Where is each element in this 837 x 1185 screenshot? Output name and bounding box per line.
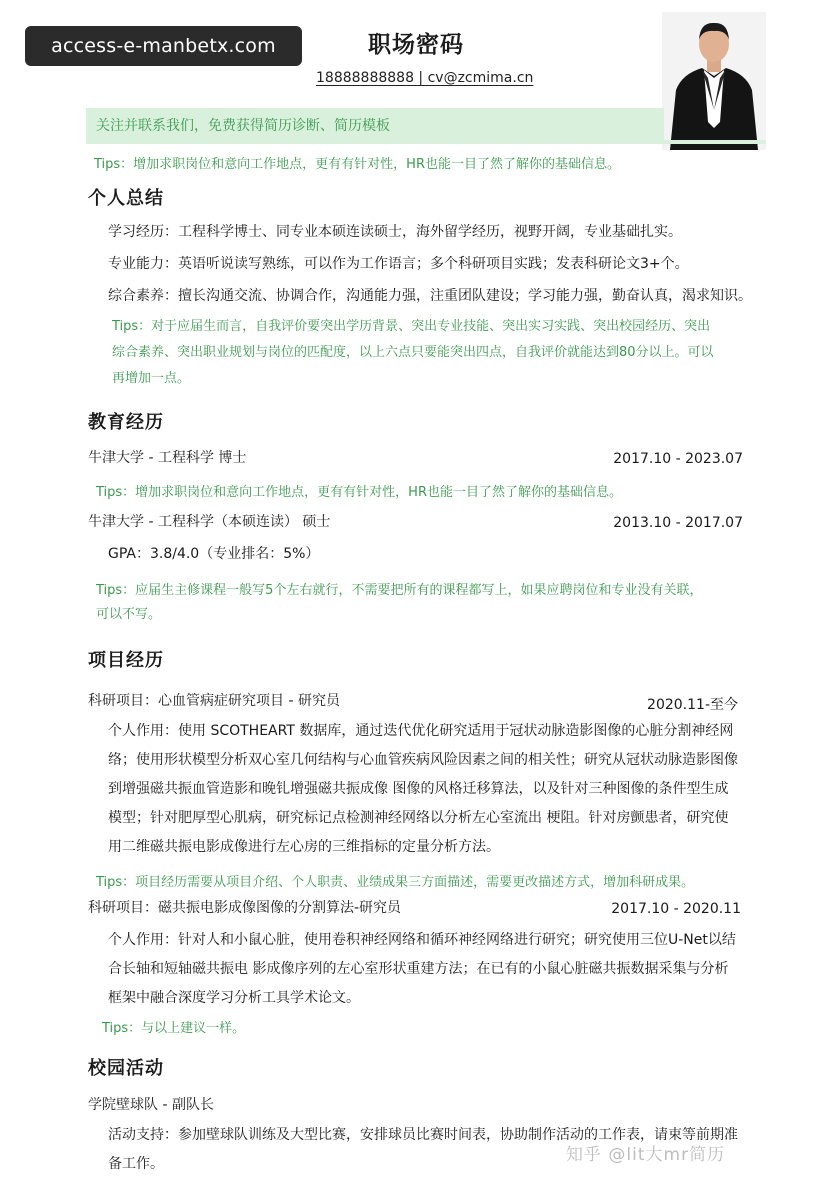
section-heading-campus: 校园活动 — [88, 1058, 164, 1079]
platform-watermark: 知乎 @lit大mr简历 — [566, 1145, 726, 1165]
summary-tip-line: 综合素养、突出职业规划与岗位的匹配度，以上六点只要能突出四点，自我评价就能达到80分以上。可以 — [112, 345, 714, 360]
campus-desc-line: 备工作。 — [108, 1156, 164, 1172]
project-tip: Tips：项目经历需要从项目介绍、个人职责、业绩成果三方面描述，需要更改描述方式，增加科研成果。 — [96, 875, 695, 890]
header-tip: Tips：增加求职岗位和意向工作地点，更有有针对性，HR也能一目了然了解你的基础信息。 — [94, 157, 620, 172]
education-tip-line: 可以不写。 — [96, 607, 162, 622]
education-tip: Tips：增加求职岗位和意向工作地点，更有有针对性，HR也能一目了然了解你的基础信息。 — [96, 485, 622, 500]
project-desc-line: 到增强磁共振血管造影和晚钆增强磁共振成像 图像的风格迁移算法，以及针对三种图像的条件型生成 — [108, 781, 729, 797]
section-heading-summary: 个人总结 — [88, 188, 164, 209]
summary-line: 综合素养：擅长沟通交流、协调合作，沟通能力强，注重团队建设；学习能力强，勤奋认真，渴求知识。 — [108, 288, 752, 304]
project-title: 科研项目：磁共振电影成像图像的分割算法-研究员 — [88, 900, 402, 916]
project-desc-line: 合长轴和短轴磁共振电 影成像序列的左心室形状重建方法；在已有的小鼠心脏磁共振数据采集与分析 — [108, 961, 729, 977]
education-entry-title: 牛津大学 - 工程科学 博士 — [88, 450, 247, 466]
project-date: 2020.11-至今 — [647, 697, 738, 713]
project-tip: Tips：与以上建议一样。 — [102, 1021, 246, 1036]
summary-line: 学习经历：工程科学博士、同专业本硕连读硕士，海外留学经历，视野开阔，专业基础扎实。 — [108, 224, 682, 240]
project-desc-line: 框架中融合深度学习分析工具学术论文。 — [108, 990, 360, 1006]
summary-tip-line: 再增加一点。 — [112, 371, 191, 386]
project-date: 2017.10 - 2020.11 — [611, 901, 741, 917]
campus-entry-title: 学院壁球队 - 副队长 — [88, 1097, 214, 1113]
resume-name: 职场密码 — [368, 32, 464, 58]
summary-tip-line: Tips：对于应届生而言，自我评价要突出学历背景、突出专业技能、突出实习实践、突出校园经历、突出 — [112, 319, 711, 334]
project-desc-line: 用二维磁共振电影成像进行左心房的三维指标的定量分析方法。 — [108, 839, 500, 855]
section-heading-education: 教育经历 — [88, 412, 164, 433]
person-portrait-icon — [662, 12, 766, 150]
project-desc-line: 模型；针对肥厚型心肌病，研究标记点检测神经网络以分析左心室流出 梗阻。针对房颤患者，研究使 — [108, 810, 729, 826]
education-tip-line: Tips：应届生主修课程一般写5个左右就行，不需要把所有的课程都写上，如果应聘岗位和专业没有关联， — [96, 583, 703, 598]
project-desc-line: 络；使用形状模型分析双心室几何结构与心血管疾病风险因素之间的相关性；研究从冠状动脉造影图像 — [108, 752, 738, 768]
promo-banner: 关注并联系我们，免费获得简历诊断、简历模板 — [86, 108, 664, 144]
education-gpa: GPA：3.8/4.0（专业排名：5%） — [108, 546, 320, 562]
banner-accent-strip — [664, 140, 766, 144]
education-entry-title: 牛津大学 - 工程科学（本硕连读） 硕士 — [88, 514, 331, 530]
project-desc-line: 个人作用：使用 SCOTHEART 数据库，通过迭代优化研究适用于冠状动脉造影图像的心脏分割神经网 — [108, 723, 734, 739]
education-entry-date: 2013.10 - 2017.07 — [613, 515, 743, 531]
project-desc-line: 个人作用：针对人和小鼠心脏，使用卷积神经网络和循环神经网络进行研究；研究使用三位U-Net以结 — [108, 932, 736, 948]
profile-photo — [662, 12, 766, 150]
education-entry-date: 2017.10 - 2023.07 — [613, 451, 743, 467]
site-watermark-badge: access-e-manbetx.com — [25, 26, 302, 66]
section-heading-projects: 项目经历 — [88, 650, 164, 671]
contact-info[interactable]: 18888888888 | cv@zcmima.cn — [316, 70, 534, 86]
project-title: 科研项目：心血管病症研究项目 - 研究员 — [88, 693, 340, 709]
summary-line: 专业能力：英语听说读写熟练，可以作为工作语言；多个科研项目实践；发表科研论文3+个。 — [108, 256, 689, 272]
campus-desc-line: 活动支持：参加壁球队训练及大型比赛，安排球员比赛时间表，协助制作活动的工作表，请束等前期准 — [108, 1127, 738, 1143]
